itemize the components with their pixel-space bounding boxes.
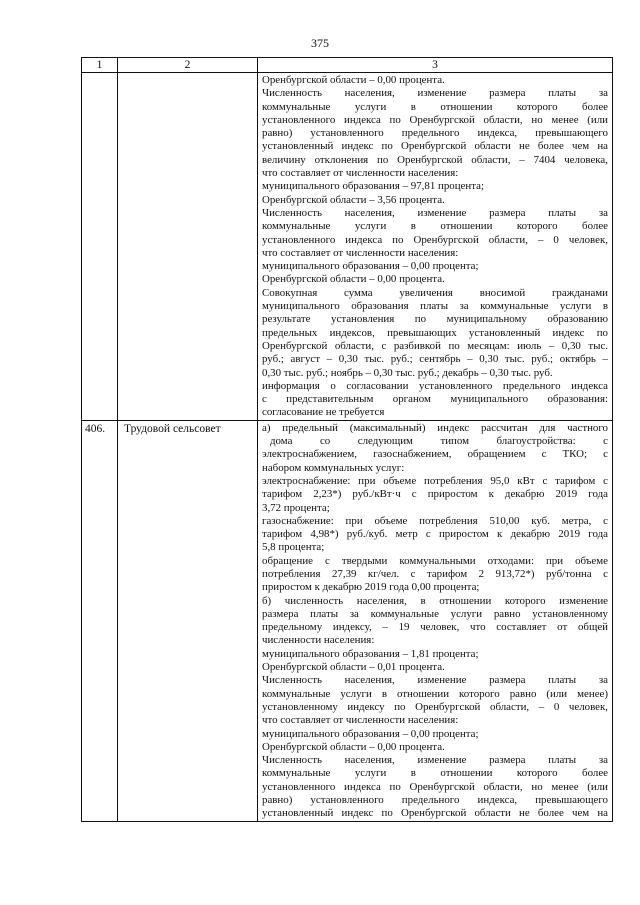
text-line: тарифом 4,98*) руб./куб. метр с приростом к декабрю 2019 года — [262, 528, 608, 541]
text-line: что составляет от численности населения: — [262, 167, 459, 180]
text-line: муниципального образования – 0,00 процента; — [262, 260, 479, 273]
table-row-406 — [82, 420, 613, 821]
text-line: равно) установленного предельного индекса, превышающего — [262, 794, 608, 807]
text-line: установленный индекс по Оренбургской области не более чем на — [262, 140, 608, 153]
row-content-cell — [258, 420, 613, 821]
municipality-name-cell: Трудовой сельсовет — [118, 420, 258, 821]
column-header-2: 2 — [118, 58, 258, 73]
row-number-cell: 406. — [82, 420, 118, 821]
text-line: Оренбургской области, с разбивкой по месяцам: июль – 0,30 тыс. — [262, 339, 608, 352]
document-table — [81, 57, 613, 822]
row-content-cell — [258, 73, 613, 421]
text-line: муниципального образования платы за коммунальные услуги в — [262, 300, 608, 313]
text-line: установленному индексу по Оренбургской области, – 0 человек, — [262, 700, 608, 713]
text-line: величину отклонения по Оренбургской области, – 7404 человека, — [262, 153, 608, 166]
text-line: Численность населения, изменение размера платы за — [262, 87, 608, 100]
text-line: электроснабжением, газоснабжением, обращением с ТКО; с — [262, 448, 608, 461]
text-line: приростом к декабрю 2019 года 0,00 процента; — [262, 581, 480, 594]
text-line: муниципального образования – 0,00 процента; — [262, 727, 479, 740]
text-line: Численность населения, изменение размера платы за — [262, 754, 608, 767]
text-line: коммунальные услуги в отношении которого более — [262, 220, 608, 233]
page-number: 375 — [311, 36, 329, 50]
text-line: Оренбургской области – 0,00 процента. — [262, 74, 445, 86]
text-line: дома со следующим типом благоустройства: с — [270, 435, 608, 448]
text-line: предельному индексу, – 19 человек, что составляет от общей — [262, 621, 608, 634]
text-line: размера платы за коммунальные услуги равно установленному — [262, 607, 608, 620]
text-line: а) предельный (максимальный) индекс рассчитан для частного — [262, 421, 608, 434]
table-header-row — [82, 58, 613, 73]
text-line: установленного индекса по Оренбургской области, – 0 человек, — [262, 233, 608, 246]
text-line: согласование не требуется — [262, 406, 385, 419]
text-line: коммунальные услуги в отношении которого более — [262, 767, 608, 780]
text-line: предельных индексов, превышающих установленный индекс по — [262, 326, 608, 339]
text-line: 5,8 процента; — [262, 541, 325, 554]
text-line: установленный индекс по Оренбургской области не более чем на — [262, 807, 608, 820]
text-line: Оренбургской области – 3,56 процента. — [262, 193, 445, 206]
text-line: 0,30 тыс. руб.; ноябрь – 0,30 тыс. руб.; декабрь – 0,30 тыс. руб. — [262, 366, 553, 379]
text-line: коммунальные услуги в отношении которого более — [262, 100, 608, 113]
text-line: численности населения: — [262, 634, 375, 647]
text-line: электроснабжение: при объеме потребления 95,0 кВт с тарифом с — [262, 474, 608, 487]
column-header-1: 1 — [82, 58, 118, 73]
text-line: установленного индекса по Оренбургской области, но менее (или — [262, 780, 608, 793]
text-line: 3,72 процента; — [262, 501, 330, 514]
column-header-3: 3 — [258, 58, 613, 73]
text-line: б) численность населения, в отношении которого изменение — [262, 594, 608, 607]
text-line: Совокупная сумма увеличения вносимой гражданами — [262, 286, 608, 299]
text-line: Численность населения, изменение размера платы за — [262, 206, 608, 219]
table-row-continuation — [82, 73, 613, 421]
row-number-cell — [82, 73, 118, 421]
text-line: Оренбургской области – 0,00 процента. — [262, 740, 445, 753]
text-line: тарифом 2,23*) руб./кВт·ч с приростом к декабрю 2019 года — [262, 488, 608, 501]
text-line: что составляет от численности населения: — [262, 714, 459, 727]
text-line: коммунальные услуги в отношении которого равно (или менее) — [262, 687, 608, 700]
text-line: Численность населения, изменение размера платы за — [262, 674, 608, 687]
text-line: обращение с твердыми коммунальными отходами: при объеме — [262, 554, 608, 567]
text-line: муниципального образования – 97,81 процента; — [262, 180, 484, 193]
text-line: установленного индекса по Оренбургской области, но менее (или — [262, 113, 608, 126]
text-line: результате установления по муниципальному образованию — [262, 313, 608, 326]
text-line: что составляет от численности населения: — [262, 246, 459, 259]
text-line: Оренбургской области – 0,00 процента. — [262, 273, 445, 286]
municipality-name-cell — [118, 73, 258, 421]
text-line: руб.; август – 0,30 тыс. руб.; сентябрь – 0,30 тыс. руб.; октябрь – — [262, 353, 608, 366]
text-line: потребления 27,39 кг/чел. с тарифом 2 913,72*) руб/тонна с — [262, 567, 608, 580]
text-line: газоснабжение: при объеме потребления 510,00 куб. метра, с — [262, 514, 608, 527]
text-line: Оренбургской области – 0,01 процента. — [262, 661, 445, 674]
text-line: с представительным органом муниципального образования: — [262, 393, 608, 406]
text-line: информация о согласовании установленного предельного индекса — [262, 379, 608, 392]
text-line: равно) установленного предельного индекса, превышающего — [262, 127, 608, 140]
text-line: муниципального образования – 1,81 процента; — [262, 647, 479, 660]
text-line: набором коммунальных услуг: — [262, 461, 405, 474]
